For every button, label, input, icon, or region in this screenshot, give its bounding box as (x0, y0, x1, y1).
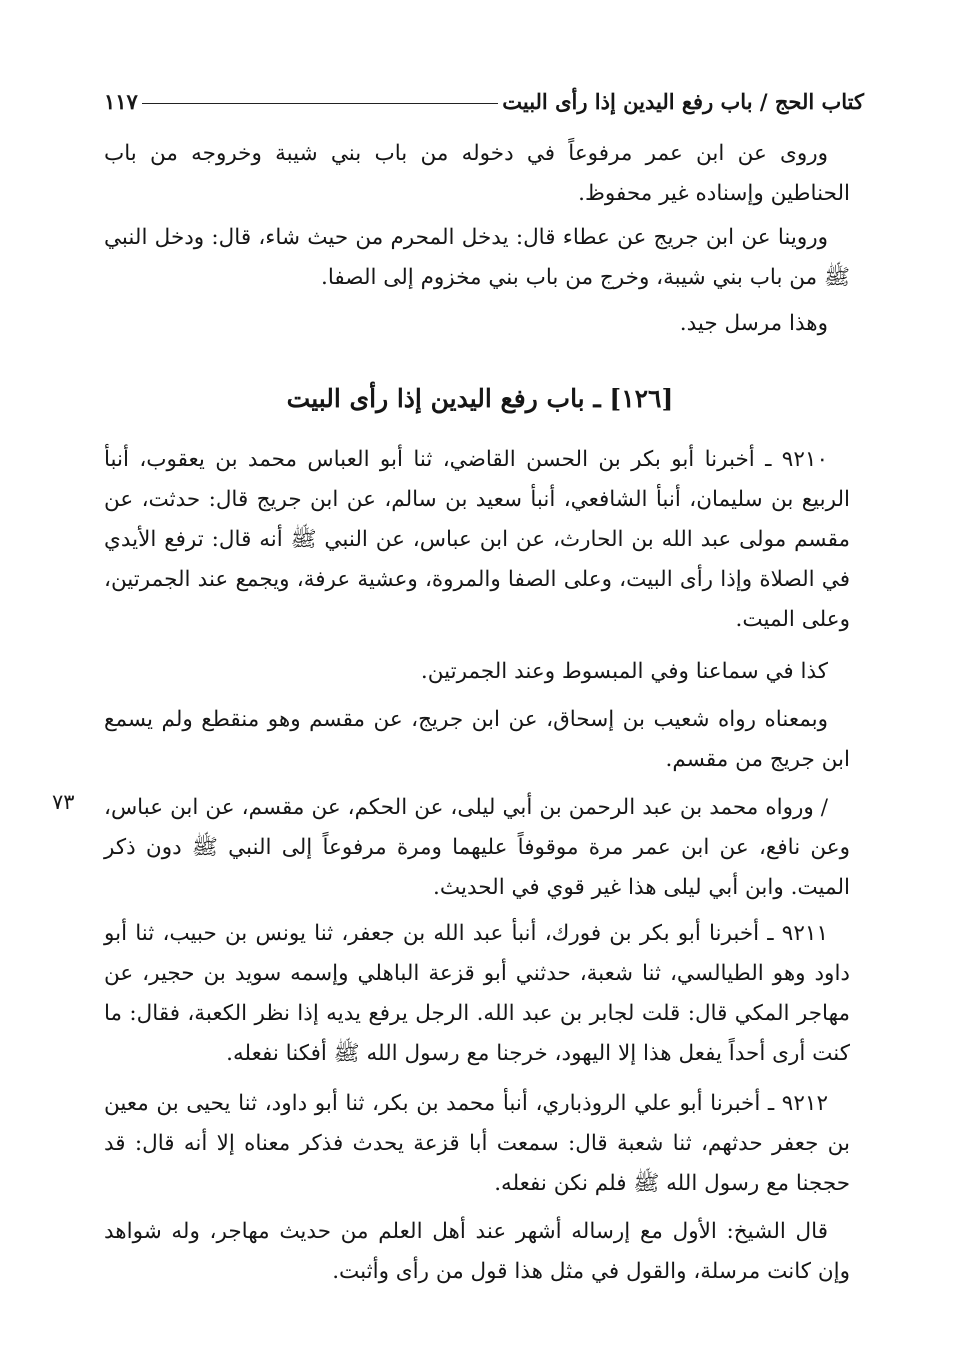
margin-page-reference: ٧٣ (52, 790, 75, 814)
hadith-9212: ٩٢١٢ ـ أخبرنا أبو علي الروذباري، أنبأ محمد بن بكر، ثنا أبو داود، ثنا يحيى بن معين بن جعفر حدثهم، ثنا شعبة قال: سمعت أبا قزعة يحدث فذكر معناه إلا أنه قال: قد حججنا مع رسول الله ﷺ فلم نكن نفعله. (104, 1091, 850, 1196)
hadith-9210: ٩٢١٠ ـ أخبرنا أبو بكر بن الحسن القاضي، ثنا أبو العباس محمد بن يعقوب، أنبأ الربيع بن سليمان، أنبأ الشافعي، أنبأ سعيد بن سالم، عن ابن جريج قال: حدثت، عن مقسم مولى عبد الله بن الحارث، عن ابن عباس، عن النبي ﷺ أنه قال: ترفع الأيدي في الصلاة وإذا رأى البيت، وعلى الصفا والمروة، وعشية عرفة، ويجمع عند الجمرتين، وعلى الميت. (104, 447, 850, 632)
paragraph: وروينا عن ابن جريج عن عطاء قال: يدخل المحرم من حيث شاء، قال: ودخل النبي ﷺ من باب بني شيبة، وخرج من باب بني مخزوم إلى الصفا. (104, 225, 850, 290)
main-text (104, 440, 850, 1292)
paragraph: وروى عن ابن عمر مرفوعاً في دخوله من باب بني شيبة وخروجه من باب الحناطين وإسناده غير محفوظ. (104, 141, 850, 206)
section-heading: [١٢٦] ـ باب رفع اليدين إذا رأى البيت (286, 384, 674, 413)
paragraph: قال الشيخ: الأول مع إرساله أشهر عند أهل العلم من حديث مهاجر، وله شواهد وإن كانت مرسلة، والقول في مثل هذا قول من رأى وأثبت. (104, 1219, 850, 1284)
intro-text (104, 134, 850, 344)
header-rule (142, 103, 498, 104)
running-title: كتاب الحج / باب رفع اليدين إذا رأى البيت (502, 88, 864, 114)
paragraph: / ورواه محمد بن عبد الرحمن بن أبي ليلى، عن الحكم، عن مقسم، عن ابن عباس، وعن نافع، عن ابن عمر مرة موقوفاً عليهما ومرة مرفوعاً إلى النبي ﷺ دون ذكر الميت. وابن أبي ليلى هذا غير قوي في الحديث. (104, 795, 850, 900)
page-number: ١١٧ (104, 88, 138, 114)
paragraph: وهذا مرسل جيد. (679, 311, 828, 336)
running-header (104, 84, 864, 118)
paragraph: كذا في سماعنا وفي المبسوط وعند الجمرتين. (420, 659, 828, 684)
hadith-9211: ٩٢١١ ـ أخبرنا أبو بكر بن فورك، أنبأ عبد الله بن جعفر، ثنا يونس بن حبيب، ثنا أبو داود وهو الطيالسي، ثنا شعبة، حدثني أبو قزعة الباهلي وإسمه سويد بن حجير، عن مهاجر المكي قال: قلت لجابر بن عبد الله. الرجل يرفع يديه إذا نظر الكعبة، فقال: ما كنت أرى أحداً يفعل هذا إلا اليهود، خرجنا مع رسول الله ﷺ أفكنا نفعله. (104, 921, 850, 1066)
paragraph: وبمعناه رواه شعيب بن إسحاق، عن ابن جريج، عن مقسم وهو منقطع ولم يسمع ابن جريج من مقسم. (104, 707, 850, 772)
